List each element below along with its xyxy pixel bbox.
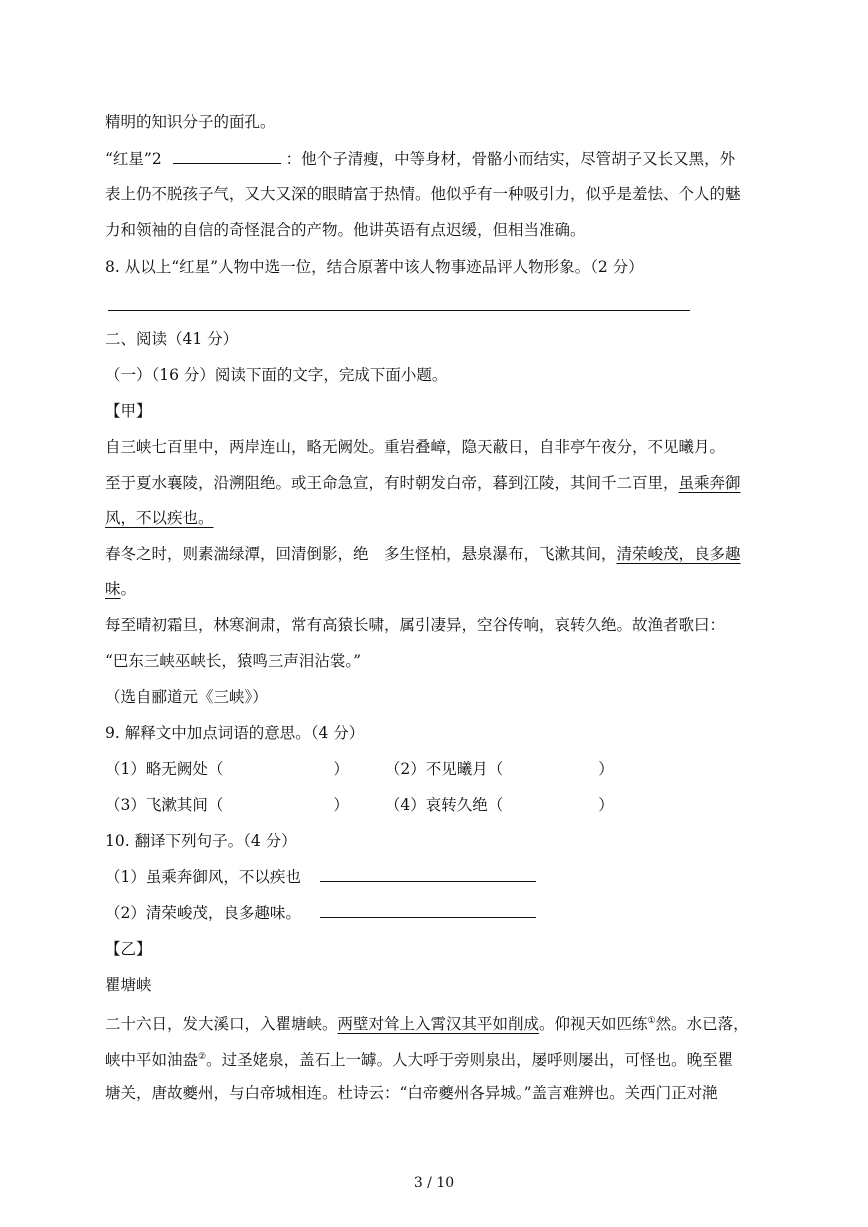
underlined-text: 味 bbox=[105, 580, 121, 598]
question-10: 10. 翻译下列句子。（4 分） bbox=[105, 832, 297, 850]
passage-line bbox=[105, 1046, 733, 1071]
passage-line bbox=[105, 507, 214, 529]
passage-line bbox=[105, 578, 136, 600]
underlined-text: 虽乘奔御 bbox=[678, 474, 741, 492]
passage-line bbox=[105, 472, 741, 494]
underlined-text: 风，不以疾也。 bbox=[105, 509, 214, 527]
text-segment: 。 bbox=[120, 580, 137, 598]
close-paren: ） bbox=[333, 796, 349, 814]
passage-label-jia: 【甲】 bbox=[105, 402, 152, 420]
question-9: 9. 解释文中加点词语的意思。（4 分） bbox=[105, 724, 365, 742]
close-paren: ） bbox=[598, 796, 614, 814]
text-segment: “红星”2 bbox=[105, 150, 162, 168]
subsection-heading: （一）（16 分）阅读下面的文字，完成下面小题。 bbox=[105, 366, 448, 384]
answer-line[interactable] bbox=[108, 310, 690, 311]
text-segment: 至于夏水襄陵，沿溯阻绝。或王命急宣，有时朝发白帝，暮到江陵，其间千二百里， bbox=[105, 474, 679, 492]
text-segment: 。仰视天如匹练 bbox=[539, 1015, 648, 1034]
footnote-mark: ② bbox=[198, 1052, 207, 1062]
passage-line: 自三峡七百里中，两岸连山，略无阙处。重岩叠嶂，隐天蔽日，自非亭午夜分，不见曦月。 bbox=[105, 438, 726, 456]
question-10-item bbox=[105, 902, 536, 924]
close-paren: ） bbox=[333, 760, 349, 778]
item-label: （1）略无阙处（ bbox=[105, 760, 224, 778]
passage-line: “巴东三峡巫峡长，猿鸣三声泪沾裳。” bbox=[105, 652, 362, 670]
item-label: （4）哀转久绝（ bbox=[384, 796, 504, 814]
text-segment: 春冬之时，则素湍绿潭，回清倒影，绝 多生怪柏，悬泉瀑布，飞漱其间， bbox=[105, 545, 617, 563]
section-heading: 二、阅读（41 分） bbox=[105, 330, 239, 348]
passage-line bbox=[105, 1010, 749, 1035]
underlined-text: 两壁对耸上入霄汉其平如削成 bbox=[337, 1015, 540, 1034]
answer-blank[interactable] bbox=[320, 903, 536, 918]
item-label: （1）虽乘奔御风，不以疾也 bbox=[105, 868, 301, 886]
passage-line bbox=[105, 543, 741, 565]
passage-line: 塘关，唐故夔州，与白帝城相连。杜诗云：“白帝夔州各异城。”盖言难辨也。关西门正对滟 bbox=[105, 1084, 718, 1102]
source-note: （选自郦道元《三峡》） bbox=[105, 688, 268, 706]
text-line: 精明的知识分子的面孔。 bbox=[105, 113, 276, 131]
underlined-text: 清荣峻茂，良多趣 bbox=[616, 545, 741, 563]
text-segment: 二十六日，发大溪口，入瞿塘峡。 bbox=[105, 1015, 338, 1034]
question-9-items bbox=[105, 794, 614, 816]
item-label: （2）不见曦月（ bbox=[384, 760, 504, 778]
item-label: （3）飞漱其间（ bbox=[105, 796, 224, 814]
text-segment: 。过圣姥泉，盖石上一罅。人大呼于旁则泉出，屡呼则屡出，可怪也。晚至瞿 bbox=[206, 1051, 734, 1070]
passage-line: 每至晴初霜旦，林寒涧肃，常有高猿长啸，属引凄异，空谷传响，哀转久绝。故渔者歌曰： bbox=[105, 616, 726, 634]
question-8: 8. 从以上“红星”人物中选一位，结合原著中该人物事迹品评人物形象。（2 分） bbox=[105, 258, 644, 276]
question-10-item bbox=[105, 866, 536, 888]
text-line: 力和领袖的自信的奇怪混合的产物。他讲英语有点迟缓，但相当准确。 bbox=[105, 221, 586, 239]
answer-blank[interactable] bbox=[173, 149, 281, 164]
item-label: （2）清荣峻茂，良多趣味。 bbox=[105, 904, 301, 922]
text-line: 表上仍不脱孩子气，又大又深的眼睛富于热情。他似乎有一种吸引力，似乎是羞怯、个人的魅 bbox=[105, 185, 741, 203]
text-segment: ：他个子清瘦，中等身材，骨骼小而结实，尽管胡子又长又黑，外 bbox=[285, 150, 736, 168]
question-9-items bbox=[105, 758, 614, 780]
close-paren: ） bbox=[598, 760, 614, 778]
page-number: 3 / 10 bbox=[413, 1175, 455, 1191]
answer-blank[interactable] bbox=[320, 867, 536, 882]
text-line bbox=[105, 148, 735, 170]
passage-label-yi: 【乙】 bbox=[105, 940, 152, 958]
text-segment: 然。水已落， bbox=[655, 1015, 749, 1034]
footnote-mark: ① bbox=[647, 1016, 656, 1026]
passage-title: 瞿塘峡 bbox=[105, 976, 152, 994]
text-segment: 峡中平如油盎 bbox=[105, 1051, 199, 1070]
